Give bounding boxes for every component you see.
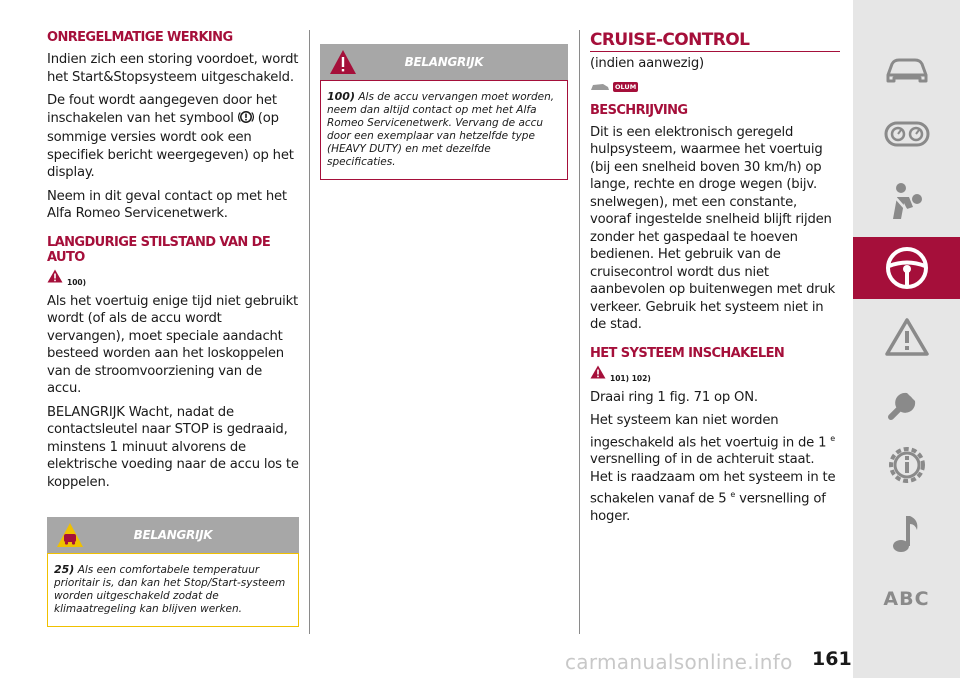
warning-box-title: BELANGRIJK	[404, 55, 484, 69]
sidebar-item-emergency[interactable]	[853, 306, 960, 368]
steering-wheel-icon	[884, 245, 930, 291]
chapter-sidebar	[853, 0, 960, 678]
note-box-title: BELANGRIJK	[133, 528, 213, 542]
paragraph-symbool: De fout wordt aangegeven door het inschakelen van het symbool (op sommige versies wordt ook een specifiek bericht weergegeven) op het display.	[47, 93, 294, 180]
olum-badge: OLUM	[615, 82, 637, 91]
column-divider-1	[309, 30, 310, 634]
column-left	[47, 30, 299, 627]
heading-langdurige-stilstand: LANGDURIGE STILSTAND VAN DE AUTO	[47, 234, 271, 265]
warning-triangle-icon	[590, 364, 606, 383]
warning-reference	[590, 367, 840, 383]
paragraph-belangrijk-wacht: BELANGRIJK Wacht, nadat de contactsleutel naar STOP is gedraaid, minstens 1 minuut alvorens de elektrische voeding naar de accu los te koppelen.	[47, 404, 299, 490]
heading-cruise-control: CRUISE-CONTROL	[590, 30, 840, 52]
sidebar-item-instruments[interactable]	[853, 103, 960, 165]
eco-warning-icon	[56, 522, 84, 551]
warning-triangle-icon	[885, 317, 929, 357]
sidebar-item-multimedia[interactable]	[853, 503, 960, 565]
paragraph-contact: Neem in dit geval contact op met het Alfa Romeo Servicenetwerk.	[47, 188, 287, 221]
warning-box-belangrijk	[320, 44, 568, 180]
car-icon	[884, 55, 930, 85]
sidebar-item-maintenance[interactable]	[853, 370, 960, 432]
warning-triangle-icon	[329, 49, 357, 78]
note-box-header	[47, 517, 299, 553]
version-symbols	[590, 79, 840, 95]
warning-box-header	[320, 44, 568, 80]
instrument-panel-icon	[884, 119, 930, 149]
gear-info-icon	[885, 443, 929, 487]
warning-box-body	[320, 80, 568, 180]
heading-beschrijving: BESCHRIJVING	[590, 102, 688, 118]
sidebar-item-index[interactable]: ABC	[883, 588, 930, 610]
sidebar-item-safety[interactable]	[853, 170, 960, 232]
warning-number: 100)	[327, 90, 355, 103]
reference-number: 100)	[67, 277, 87, 287]
wrench-icon	[885, 379, 929, 423]
note-box-body	[47, 553, 299, 627]
warning-circle-icon	[238, 110, 254, 130]
music-note-icon	[889, 512, 925, 556]
warning-triangle-icon	[47, 268, 63, 287]
car-symbol-icon	[590, 77, 610, 96]
warning-reference	[47, 271, 299, 287]
heading-onregelmatige-werking: ONREGELMATIGE WERKING	[47, 30, 233, 45]
reference-numbers: 101) 102)	[610, 373, 651, 383]
column-divider-2	[579, 30, 580, 634]
paragraph-niet-ingeschakeld: Het systeem kan niet worden ingeschakeld als het voertuig in de 1 $^e$ versnelling of in de achteruit staat. Het is raadzaam om het systeem in te schakelen vanaf de 5 $^e$ versnelling of hoger.	[590, 413, 836, 525]
sidebar-item-technical-data[interactable]	[853, 434, 960, 496]
paragraph-storing: Indien zich een storing voordoet, wordt het Start&Stopsysteem uitgeschakeld.	[47, 52, 299, 85]
page-number: 161	[812, 648, 852, 670]
note-text: Als een comfortabele temperatuur prioritair is, dan kan het Stop/Start-systeem worden uitgeschakeld zodat de klimaatregeling kan blijven werken.	[54, 564, 286, 615]
watermark: carmanualsonline.info	[565, 650, 793, 674]
sidebar-item-car[interactable]	[853, 39, 960, 101]
subtitle-indien-aanwezig: (indien aanwezig)	[590, 56, 704, 71]
note-number: 25)	[54, 563, 75, 576]
sidebar-item-driving[interactable]	[853, 237, 960, 299]
note-box-belangrijk	[47, 517, 299, 627]
paragraph-draai-ring: Draai ring 1 fig. 71 op ON.	[590, 389, 758, 405]
paragraph-niet-gebruikt: Als het voertuig enige tijd niet gebruikt wordt (of als de accu wordt vervangen), moet speciale aandacht besteed worden aan het loskoppelen van de stroomvoorziening van de accu.	[47, 293, 299, 396]
paragraph-beschrijving: Dit is een elektronisch geregeld hulpsysteem, waarmee het voertuig (bij een snelheid boven 30 km/h) op lange, rechte en droge wegen (bijv. snelwegen), met een constante, vooraf ingestelde snelheid blijft rijden zonder het gaspedaal te hoeven bedienen. Het gebruik van de cruisecontrol wordt dus niet aanbevolen op buitenwegen met druk verkeer. Gebruik het systeem niet in de stad.	[590, 124, 836, 332]
warning-text: Als de accu vervangen moet worden, neem dan altijd contact op met het Alfa Romeo Servicenetwerk. Vervang de accu door een exemplaar van hetzelfde type (HEAVY DUTY) en met dezelfde specificaties.	[327, 91, 555, 168]
column-middle	[320, 44, 568, 180]
seatbelt-icon	[887, 181, 927, 221]
heading-systeem-inschakelen: HET SYSTEEM INSCHAKELEN	[590, 345, 785, 361]
column-right	[590, 30, 840, 532]
